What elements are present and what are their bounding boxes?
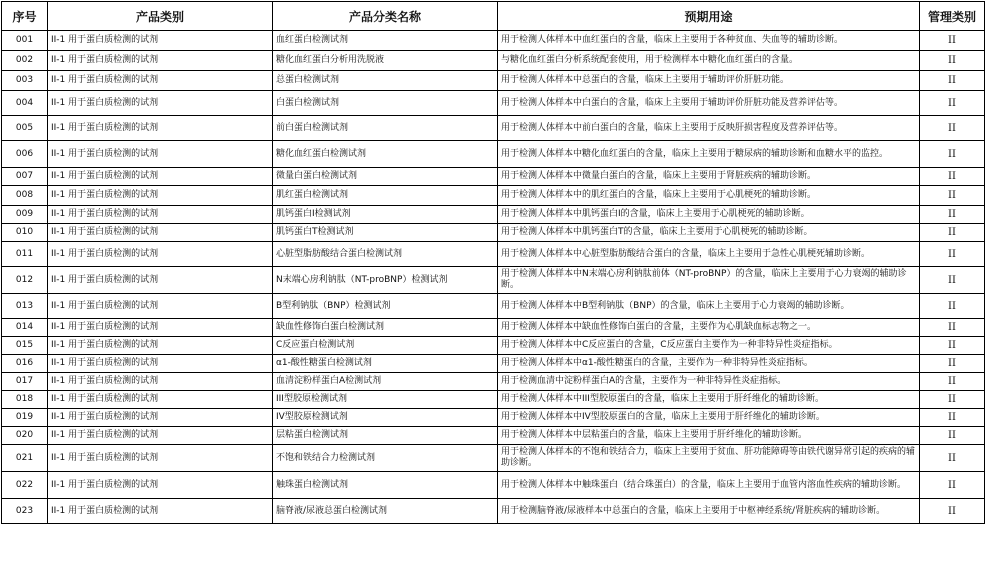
- cell-name: 前白蛋白检测试剂: [273, 116, 498, 141]
- cell-category: II-1 用于蛋白质检测的试剂: [48, 224, 273, 242]
- cell-class: II: [920, 206, 985, 224]
- cell-category: II-1 用于蛋白质检测的试剂: [48, 242, 273, 267]
- col-header-class: 管理类别: [920, 2, 985, 31]
- cell-use: 用于检测人体样本中糖化血红蛋白的含量，临床上主要用于糖尿病的辅助诊断和血糖水平的监控。: [498, 141, 920, 168]
- table-row: [2, 373, 985, 391]
- cell-use: 用于检测人体样本中α1-酸性糖蛋白的含量，主要作为一种非特异性炎症指标。: [498, 355, 920, 373]
- cell-name: α1-酸性糖蛋白检测试剂: [273, 355, 498, 373]
- cell-use: 用于检测人体样本中层粘蛋白的含量，临床上主要用于肝纤维化的辅助诊断。: [498, 427, 920, 445]
- cell-use: 用于检测人体样本中C反应蛋白的含量，C反应蛋白主要作为一种非特异性炎症指标。: [498, 337, 920, 355]
- cell-no: 005: [2, 116, 48, 141]
- cell-no: 002: [2, 51, 48, 71]
- cell-class: II: [920, 472, 985, 499]
- cell-use: 用于检测人体样本中缺血性修饰白蛋白的含量，主要作为心肌缺血标志物之一。: [498, 319, 920, 337]
- cell-class: II: [920, 186, 985, 206]
- cell-no: 009: [2, 206, 48, 224]
- cell-name: 层粘蛋白检测试剂: [273, 427, 498, 445]
- table-row: [2, 319, 985, 337]
- cell-name: III型胶原检测试剂: [273, 391, 498, 409]
- cell-category: II-1 用于蛋白质检测的试剂: [48, 355, 273, 373]
- cell-no: 018: [2, 391, 48, 409]
- col-header-no: 序号: [2, 2, 48, 31]
- table-row: [2, 472, 985, 499]
- cell-name: 血红蛋白检测试剂: [273, 31, 498, 51]
- cell-class: II: [920, 373, 985, 391]
- cell-no: 006: [2, 141, 48, 168]
- cell-name: 肌钙蛋白I检测试剂: [273, 206, 498, 224]
- cell-name: B型利钠肽（BNP）检测试剂: [273, 294, 498, 319]
- table-row: [2, 427, 985, 445]
- cell-category: II-1 用于蛋白质检测的试剂: [48, 391, 273, 409]
- cell-category: II-1 用于蛋白质检测的试剂: [48, 31, 273, 51]
- cell-name: 脑脊液/尿液总蛋白检测试剂: [273, 499, 498, 524]
- table-row: [2, 141, 985, 168]
- table-row: [2, 31, 985, 51]
- cell-use: 用于检测人体样本中心脏型脂肪酸结合蛋白的含量，临床上主要用于急性心肌梗死辅助诊断。: [498, 242, 920, 267]
- reagent-table: [1, 1, 985, 524]
- header-row: [2, 2, 985, 31]
- cell-category: II-1 用于蛋白质检测的试剂: [48, 499, 273, 524]
- cell-class: II: [920, 242, 985, 267]
- cell-use: 用于检测人体样本中IV型胶原蛋白的含量，临床上主要用于肝纤维化的辅助诊断。: [498, 409, 920, 427]
- cell-class: II: [920, 499, 985, 524]
- cell-class: II: [920, 409, 985, 427]
- cell-no: 007: [2, 168, 48, 186]
- table-row: [2, 409, 985, 427]
- cell-class: II: [920, 355, 985, 373]
- cell-use: 用于检测人体样本中B型利钠肽（BNP）的含量，临床上主要用于心力衰竭的辅助诊断。: [498, 294, 920, 319]
- table-row: [2, 499, 985, 524]
- cell-class: II: [920, 319, 985, 337]
- cell-category: II-1 用于蛋白质检测的试剂: [48, 267, 273, 294]
- table-row: [2, 116, 985, 141]
- cell-class: II: [920, 71, 985, 91]
- cell-no: 023: [2, 499, 48, 524]
- cell-name: C反应蛋白检测试剂: [273, 337, 498, 355]
- cell-class: II: [920, 31, 985, 51]
- cell-category: II-1 用于蛋白质检测的试剂: [48, 91, 273, 116]
- table-row: [2, 71, 985, 91]
- cell-class: II: [920, 91, 985, 116]
- cell-class: II: [920, 445, 985, 472]
- col-header-name: 产品分类名称: [273, 2, 498, 31]
- cell-use: 用于检测人体样本中触珠蛋白（结合珠蛋白）的含量，临床上主要用于血管内溶血性疾病的辅助诊断。: [498, 472, 920, 499]
- cell-no: 003: [2, 71, 48, 91]
- col-header-category: 产品类别: [48, 2, 273, 31]
- table-row: [2, 294, 985, 319]
- cell-category: II-1 用于蛋白质检测的试剂: [48, 71, 273, 91]
- table-row: [2, 224, 985, 242]
- cell-category: II-1 用于蛋白质检测的试剂: [48, 337, 273, 355]
- cell-name: 肌红蛋白检测试剂: [273, 186, 498, 206]
- table-row: [2, 355, 985, 373]
- cell-category: II-1 用于蛋白质检测的试剂: [48, 409, 273, 427]
- cell-class: II: [920, 337, 985, 355]
- cell-no: 010: [2, 224, 48, 242]
- table-row: [2, 445, 985, 472]
- cell-name: 心脏型脂肪酸结合蛋白检测试剂: [273, 242, 498, 267]
- cell-class: II: [920, 294, 985, 319]
- cell-no: 014: [2, 319, 48, 337]
- table-row: [2, 91, 985, 116]
- cell-name: 血清淀粉样蛋白A检测试剂: [273, 373, 498, 391]
- cell-class: II: [920, 116, 985, 141]
- cell-category: II-1 用于蛋白质检测的试剂: [48, 168, 273, 186]
- table-row: [2, 267, 985, 294]
- cell-class: II: [920, 427, 985, 445]
- cell-class: II: [920, 51, 985, 71]
- cell-use: 用于检测人体样本中III型胶原蛋白的含量，临床上主要用于肝纤维化的辅助诊断。: [498, 391, 920, 409]
- cell-name: 总蛋白检测试剂: [273, 71, 498, 91]
- cell-category: II-1 用于蛋白质检测的试剂: [48, 445, 273, 472]
- cell-use: 用于检测人体样本中肌钙蛋白I的含量，临床上主要用于心肌梗死的辅助诊断。: [498, 206, 920, 224]
- cell-no: 019: [2, 409, 48, 427]
- cell-name: 不饱和铁结合力检测试剂: [273, 445, 498, 472]
- cell-no: 011: [2, 242, 48, 267]
- cell-no: 012: [2, 267, 48, 294]
- cell-category: II-1 用于蛋白质检测的试剂: [48, 373, 273, 391]
- cell-use: 用于检测人体样本中总蛋白的含量，临床上主要用于辅助评价肝脏功能。: [498, 71, 920, 91]
- cell-no: 004: [2, 91, 48, 116]
- cell-category: II-1 用于蛋白质检测的试剂: [48, 294, 273, 319]
- cell-no: 022: [2, 472, 48, 499]
- table-row: [2, 51, 985, 71]
- cell-class: II: [920, 391, 985, 409]
- cell-no: 017: [2, 373, 48, 391]
- cell-use: 与糖化血红蛋白分析系统配套使用，用于检测样本中糖化血红蛋白的含量。: [498, 51, 920, 71]
- cell-category: II-1 用于蛋白质检测的试剂: [48, 427, 273, 445]
- cell-use: 用于检测人体样本中血红蛋白的含量，临床上主要用于各种贫血、失血等的辅助诊断。: [498, 31, 920, 51]
- cell-use: 用于检测人体样本中肌钙蛋白T的含量，临床上主要用于心肌梗死的辅助诊断。: [498, 224, 920, 242]
- cell-name: 缺血性修饰白蛋白检测试剂: [273, 319, 498, 337]
- cell-category: II-1 用于蛋白质检测的试剂: [48, 472, 273, 499]
- col-header-use: 预期用途: [498, 2, 920, 31]
- cell-use: 用于检测人体样本中微量白蛋白的含量，临床上主要用于肾脏疾病的辅助诊断。: [498, 168, 920, 186]
- cell-category: II-1 用于蛋白质检测的试剂: [48, 319, 273, 337]
- cell-no: 015: [2, 337, 48, 355]
- table-row: [2, 168, 985, 186]
- table-row: [2, 186, 985, 206]
- cell-category: II-1 用于蛋白质检测的试剂: [48, 141, 273, 168]
- cell-name: N末端心房利钠肽（NT-proBNP）检测试剂: [273, 267, 498, 294]
- cell-name: 白蛋白检测试剂: [273, 91, 498, 116]
- table-row: [2, 391, 985, 409]
- table-row: [2, 337, 985, 355]
- cell-category: II-1 用于蛋白质检测的试剂: [48, 51, 273, 71]
- cell-no: 016: [2, 355, 48, 373]
- cell-no: 001: [2, 31, 48, 51]
- cell-class: II: [920, 168, 985, 186]
- cell-class: II: [920, 267, 985, 294]
- cell-use: 用于检测人体样本中的肌红蛋白的含量，临床上主要用于心肌梗死的辅助诊断。: [498, 186, 920, 206]
- cell-use: 用于检测人体样本的不饱和铁结合力，临床上主要用于贫血、肝功能障碍等由铁代谢异常引起的疾病的辅助诊断。: [498, 445, 920, 472]
- cell-name: 微量白蛋白检测试剂: [273, 168, 498, 186]
- cell-no: 008: [2, 186, 48, 206]
- cell-no: 013: [2, 294, 48, 319]
- cell-use: 用于检测脑脊液/尿液样本中总蛋白的含量，临床上主要用于中枢神经系统/肾脏疾病的辅助诊断。: [498, 499, 920, 524]
- cell-category: II-1 用于蛋白质检测的试剂: [48, 116, 273, 141]
- cell-category: II-1 用于蛋白质检测的试剂: [48, 186, 273, 206]
- cell-no: 021: [2, 445, 48, 472]
- cell-class: II: [920, 141, 985, 168]
- cell-name: 糖化血红蛋白检测试剂: [273, 141, 498, 168]
- cell-no: 020: [2, 427, 48, 445]
- cell-use: 用于检测人体样本中N末端心房利钠肽前体（NT-proBNP）的含量，临床上主要用于心力衰竭的辅助诊断。: [498, 267, 920, 294]
- cell-name: 肌钙蛋白T检测试剂: [273, 224, 498, 242]
- cell-use: 用于检测人体样本中白蛋白的含量，临床上主要用于辅助评价肝脏功能及营养评估等。: [498, 91, 920, 116]
- table-row: [2, 206, 985, 224]
- table-row: [2, 242, 985, 267]
- cell-use: 用于检测人体样本中前白蛋白的含量，临床上主要用于反映肝损害程度及营养评估等。: [498, 116, 920, 141]
- cell-class: II: [920, 224, 985, 242]
- cell-name: 触珠蛋白检测试剂: [273, 472, 498, 499]
- cell-category: II-1 用于蛋白质检测的试剂: [48, 206, 273, 224]
- cell-use: 用于检测血清中淀粉样蛋白A的含量，主要作为一种非特异性炎症指标。: [498, 373, 920, 391]
- cell-name: IV型胶原检测试剂: [273, 409, 498, 427]
- table-body: [2, 31, 985, 524]
- cell-name: 糖化血红蛋白分析用洗脱液: [273, 51, 498, 71]
